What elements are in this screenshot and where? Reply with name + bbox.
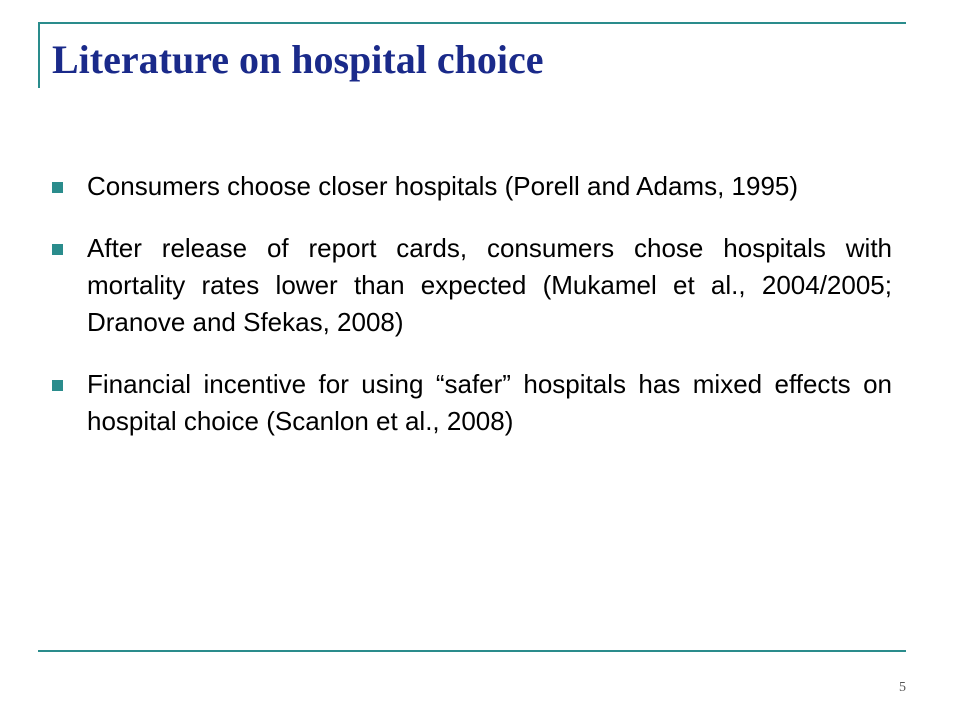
bullet-list [52, 168, 892, 465]
left-rule [38, 22, 40, 88]
top-rule [38, 22, 906, 24]
bullet-item [52, 168, 892, 205]
slide-title: Literature on hospital choice [52, 37, 544, 82]
bottom-rule [38, 650, 906, 652]
square-bullet-icon [52, 182, 63, 193]
square-bullet-icon [52, 244, 63, 255]
page-number: 5 [899, 680, 906, 695]
bullet-item [52, 230, 892, 341]
bullet-item [52, 366, 892, 440]
bullet-text: After release of report cards, consumers chose hospitals with mortality rates lower than expected (Mukamel et al., 2004/2005; Dranove and Sfekas, 2008) [87, 233, 892, 337]
bullet-text: Financial incentive for using “safer” hospitals has mixed effects on hospital choice (Scanlon et al., 2008) [87, 369, 892, 436]
bullet-text: Consumers choose closer hospitals (Porell and Adams, 1995) [87, 171, 799, 201]
square-bullet-icon [52, 380, 63, 391]
